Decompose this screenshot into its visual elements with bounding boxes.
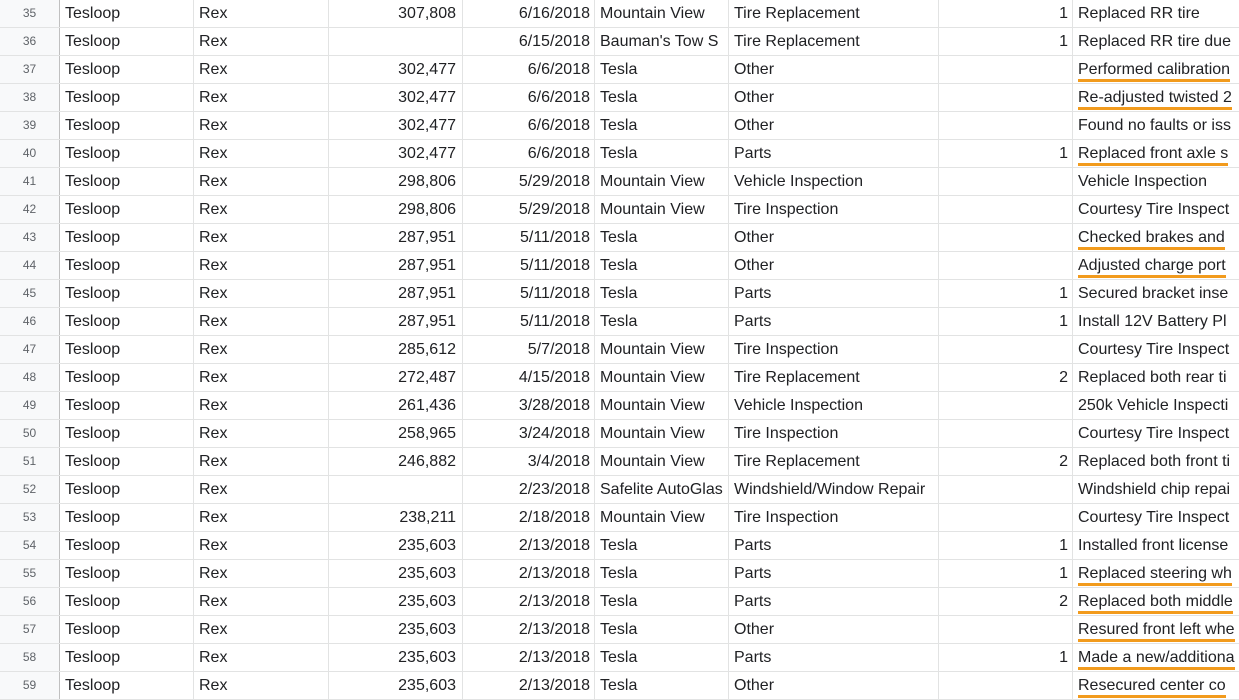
cell-description[interactable]: Found no faults or iss: [1078, 117, 1231, 134]
cell-description[interactable]: Courtesy Tire Inspect: [1078, 341, 1230, 358]
cell-quantity[interactable]: 2: [939, 448, 1073, 475]
cell-vehicle[interactable]: Rex: [194, 448, 329, 475]
row-number-header: 51: [0, 448, 60, 475]
cell-category[interactable]: Vehicle Inspection: [729, 392, 939, 419]
cell-vehicle[interactable]: Rex: [194, 644, 329, 671]
cell-category[interactable]: Other: [729, 56, 939, 83]
table-row: [0, 588, 1239, 616]
cell-quantity[interactable]: [939, 616, 1073, 643]
cell-company[interactable]: Tesloop: [60, 448, 194, 475]
cell-quantity[interactable]: 1: [939, 140, 1073, 167]
cell-description[interactable]: 250k Vehicle Inspecti: [1078, 397, 1229, 414]
cell-location[interactable]: Mountain View: [595, 336, 729, 363]
cell-vehicle[interactable]: Rex: [194, 168, 329, 195]
cell-location[interactable]: Mountain View: [595, 420, 729, 447]
row-number-header: 38: [0, 84, 60, 111]
cell-odometer[interactable]: 235,603: [329, 616, 463, 643]
cell-quantity[interactable]: [939, 56, 1073, 83]
cell-category[interactable]: Other: [729, 112, 939, 139]
cell-vehicle[interactable]: Rex: [194, 420, 329, 447]
cell-vehicle[interactable]: Rex: [194, 112, 329, 139]
cell-company[interactable]: Tesloop: [60, 224, 194, 251]
cell-description[interactable]: Replaced both middle: [1073, 588, 1239, 615]
cell-category[interactable]: Tire Inspection: [729, 504, 939, 531]
cell-vehicle[interactable]: Rex: [194, 392, 329, 419]
cell-category[interactable]: Tire Replacement: [729, 0, 939, 27]
cell-category[interactable]: Vehicle Inspection: [729, 168, 939, 195]
cell-company[interactable]: Tesloop: [60, 588, 194, 615]
cell-description[interactable]: Courtesy Tire Inspect: [1078, 201, 1230, 218]
cell-location[interactable]: Mountain View: [595, 448, 729, 475]
cell-vehicle[interactable]: Rex: [194, 196, 329, 223]
cell-odometer[interactable]: 235,603: [329, 644, 463, 671]
cell-category[interactable]: Tire Inspection: [729, 336, 939, 363]
table-row: [0, 56, 1239, 84]
cell-company[interactable]: Tesloop: [60, 476, 194, 503]
cell-date[interactable]: 4/15/2018: [463, 364, 595, 391]
row-number-header: 44: [0, 252, 60, 279]
cell-category[interactable]: Tire Replacement: [729, 364, 939, 391]
cell-odometer[interactable]: [329, 476, 463, 503]
cell-odometer[interactable]: 302,477: [329, 56, 463, 83]
cell-location[interactable]: Mountain View: [595, 364, 729, 391]
cell-company[interactable]: Tesloop: [60, 280, 194, 307]
cell-description[interactable]: Performed calibration: [1073, 56, 1239, 83]
cell-date[interactable]: 6/6/2018: [463, 140, 595, 167]
cell-category[interactable]: Tire Inspection: [729, 196, 939, 223]
cell-vehicle[interactable]: Rex: [194, 504, 329, 531]
cell-odometer[interactable]: 272,487: [329, 364, 463, 391]
cell-description[interactable]: Resecured center co: [1073, 672, 1239, 699]
row-number-header: 39: [0, 112, 60, 139]
cell-category[interactable]: Other: [729, 224, 939, 251]
table-row: [0, 448, 1239, 476]
cell-location[interactable]: Tesla: [595, 56, 729, 83]
cell-company[interactable]: Tesloop: [60, 308, 194, 335]
cell-description[interactable]: Replaced RR tire due: [1078, 33, 1231, 50]
cell-quantity[interactable]: 1: [939, 532, 1073, 559]
cell-odometer[interactable]: 302,477: [329, 112, 463, 139]
cell-company[interactable]: Tesloop: [60, 532, 194, 559]
cell-location[interactable]: Mountain View: [595, 168, 729, 195]
cell-date[interactable]: 6/16/2018: [463, 0, 595, 27]
cell-category[interactable]: Parts: [729, 644, 939, 671]
cell-quantity[interactable]: [939, 224, 1073, 251]
cell-date[interactable]: 5/11/2018: [463, 224, 595, 251]
cell-location[interactable]: Mountain View: [595, 504, 729, 531]
cell-category[interactable]: Parts: [729, 308, 939, 335]
table-row: [0, 644, 1239, 672]
cell-odometer[interactable]: 287,951: [329, 224, 463, 251]
row-number-header: 49: [0, 392, 60, 419]
cell-odometer[interactable]: 287,951: [329, 252, 463, 279]
cell-quantity[interactable]: 2: [939, 588, 1073, 615]
table-row: [0, 224, 1239, 252]
cell-vehicle[interactable]: Rex: [194, 364, 329, 391]
cell-odometer[interactable]: 287,951: [329, 308, 463, 335]
cell-vehicle[interactable]: Rex: [194, 280, 329, 307]
table-row: [0, 672, 1239, 700]
cell-company[interactable]: Tesloop: [60, 644, 194, 671]
table-row: [0, 504, 1239, 532]
cell-company[interactable]: Tesloop: [60, 560, 194, 587]
cell-quantity[interactable]: 1: [939, 560, 1073, 587]
cell-location[interactable]: Tesla: [595, 588, 729, 615]
cell-odometer[interactable]: 302,477: [329, 140, 463, 167]
table-row: [0, 392, 1239, 420]
cell-date[interactable]: 2/18/2018: [463, 504, 595, 531]
cell-company[interactable]: Tesloop: [60, 252, 194, 279]
cell-quantity[interactable]: [939, 672, 1073, 699]
table-row: [0, 0, 1239, 28]
row-number-header: 50: [0, 420, 60, 447]
cell-vehicle[interactable]: Rex: [194, 0, 329, 27]
cell-category[interactable]: Parts: [729, 532, 939, 559]
cell-odometer[interactable]: 238,211: [329, 504, 463, 531]
cell-category[interactable]: Parts: [729, 140, 939, 167]
row-number-header: 40: [0, 140, 60, 167]
cell-vehicle[interactable]: Rex: [194, 56, 329, 83]
cell-date[interactable]: 5/11/2018: [463, 252, 595, 279]
cell-description[interactable]: Courtesy Tire Inspect: [1078, 425, 1230, 442]
cell-vehicle[interactable]: Rex: [194, 252, 329, 279]
cell-quantity[interactable]: [939, 196, 1073, 223]
cell-odometer[interactable]: 307,808: [329, 0, 463, 27]
cell-date[interactable]: 2/13/2018: [463, 588, 595, 615]
table-row: [0, 252, 1239, 280]
cell-location[interactable]: Tesla: [595, 280, 729, 307]
cell-location[interactable]: Mountain View: [595, 392, 729, 419]
cell-location[interactable]: Mountain View: [595, 0, 729, 27]
cell-odometer[interactable]: 246,882: [329, 448, 463, 475]
cell-location[interactable]: Tesla: [595, 672, 729, 699]
cell-quantity[interactable]: [939, 336, 1073, 363]
cell-description[interactable]: Replaced front axle s: [1073, 140, 1239, 167]
cell-description[interactable]: Courtesy Tire Inspect: [1078, 509, 1230, 526]
cell-vehicle[interactable]: Rex: [194, 84, 329, 111]
table-row: [0, 28, 1239, 56]
cell-vehicle[interactable]: Rex: [194, 532, 329, 559]
row-number-header: 55: [0, 560, 60, 587]
cell-vehicle[interactable]: Rex: [194, 588, 329, 615]
cell-description[interactable]: Resured front left whe: [1073, 616, 1239, 643]
cell-date[interactable]: 2/13/2018: [463, 644, 595, 671]
cell-quantity[interactable]: 1: [939, 308, 1073, 335]
cell-date[interactable]: 5/29/2018: [463, 168, 595, 195]
cell-quantity[interactable]: [939, 112, 1073, 139]
table-row: [0, 168, 1239, 196]
cell-date[interactable]: 5/11/2018: [463, 280, 595, 307]
cell-location[interactable]: Tesla: [595, 616, 729, 643]
cell-vehicle[interactable]: Rex: [194, 476, 329, 503]
cell-date[interactable]: 5/29/2018: [463, 196, 595, 223]
row-number-header: 59: [0, 672, 60, 699]
cell-odometer[interactable]: 261,436: [329, 392, 463, 419]
cell-location[interactable]: Tesla: [595, 224, 729, 251]
table-row: [0, 196, 1239, 224]
table-row: [0, 420, 1239, 448]
cell-date[interactable]: 5/7/2018: [463, 336, 595, 363]
cell-location[interactable]: Bauman's Tow S: [595, 28, 729, 55]
table-row: [0, 336, 1239, 364]
table-row: [0, 364, 1239, 392]
cell-vehicle[interactable]: Rex: [194, 308, 329, 335]
cell-category[interactable]: Tire Replacement: [729, 448, 939, 475]
cell-date[interactable]: 2/23/2018: [463, 476, 595, 503]
cell-odometer[interactable]: 298,806: [329, 168, 463, 195]
cell-date[interactable]: 2/13/2018: [463, 560, 595, 587]
cell-category[interactable]: Other: [729, 84, 939, 111]
row-number-header: 35: [0, 0, 60, 27]
cell-company[interactable]: Tesloop: [60, 336, 194, 363]
cell-category[interactable]: Other: [729, 616, 939, 643]
cell-description[interactable]: Re-adjusted twisted 2: [1073, 84, 1239, 111]
cell-company[interactable]: Tesloop: [60, 616, 194, 643]
cell-description[interactable]: Made a new/additiona: [1073, 644, 1239, 671]
cell-location[interactable]: Tesla: [595, 112, 729, 139]
cell-quantity[interactable]: 1: [939, 280, 1073, 307]
cell-company[interactable]: Tesloop: [60, 504, 194, 531]
cell-quantity[interactable]: [939, 168, 1073, 195]
cell-description[interactable]: Replaced both front ti: [1078, 453, 1231, 470]
cell-quantity[interactable]: [939, 84, 1073, 111]
cell-quantity[interactable]: [939, 504, 1073, 531]
row-number-header: 37: [0, 56, 60, 83]
cell-odometer[interactable]: 258,965: [329, 420, 463, 447]
cell-category[interactable]: Parts: [729, 560, 939, 587]
cell-description[interactable]: Replaced both rear ti: [1078, 369, 1227, 386]
cell-description[interactable]: Adjusted charge port: [1073, 252, 1239, 279]
cell-date[interactable]: 6/6/2018: [463, 84, 595, 111]
row-number-header: 58: [0, 644, 60, 671]
cell-date[interactable]: 3/24/2018: [463, 420, 595, 447]
cell-category[interactable]: Windshield/Window Repair: [729, 476, 939, 503]
cell-description[interactable]: Replaced steering wh: [1073, 560, 1239, 587]
cell-quantity[interactable]: [939, 392, 1073, 419]
cell-category[interactable]: Other: [729, 252, 939, 279]
cell-company[interactable]: Tesloop: [60, 364, 194, 391]
cell-odometer[interactable]: 287,951: [329, 280, 463, 307]
cell-quantity[interactable]: 1: [939, 644, 1073, 671]
cell-location[interactable]: Tesla: [595, 140, 729, 167]
cell-location[interactable]: Mountain View: [595, 196, 729, 223]
cell-location[interactable]: Tesla: [595, 308, 729, 335]
cell-date[interactable]: 6/6/2018: [463, 112, 595, 139]
cell-category[interactable]: Tire Inspection: [729, 420, 939, 447]
cell-company[interactable]: Tesloop: [60, 140, 194, 167]
cell-location[interactable]: Tesla: [595, 560, 729, 587]
cell-date[interactable]: 6/6/2018: [463, 56, 595, 83]
cell-odometer[interactable]: 302,477: [329, 84, 463, 111]
cell-date[interactable]: 2/13/2018: [463, 616, 595, 643]
table-row: [0, 532, 1239, 560]
row-number-header: 48: [0, 364, 60, 391]
cell-odometer[interactable]: 235,603: [329, 588, 463, 615]
table-row: [0, 476, 1239, 504]
cell-category[interactable]: Parts: [729, 588, 939, 615]
cell-category[interactable]: Parts: [729, 280, 939, 307]
cell-description[interactable]: Checked brakes and: [1073, 224, 1239, 251]
row-number-header: 45: [0, 280, 60, 307]
cell-company[interactable]: Tesloop: [60, 672, 194, 699]
cell-company[interactable]: Tesloop: [60, 420, 194, 447]
cell-odometer[interactable]: 235,603: [329, 532, 463, 559]
cell-company[interactable]: Tesloop: [60, 84, 194, 111]
cell-category[interactable]: Other: [729, 672, 939, 699]
cell-location[interactable]: Tesla: [595, 84, 729, 111]
cell-vehicle[interactable]: Rex: [194, 224, 329, 251]
row-number-header: 57: [0, 616, 60, 643]
cell-category[interactable]: Tire Replacement: [729, 28, 939, 55]
cell-date[interactable]: 3/4/2018: [463, 448, 595, 475]
table-row: [0, 308, 1239, 336]
cell-description[interactable]: Install 12V Battery Pl: [1078, 313, 1227, 330]
cell-quantity[interactable]: [939, 420, 1073, 447]
table-row: [0, 280, 1239, 308]
cell-vehicle[interactable]: Rex: [194, 672, 329, 699]
cell-quantity[interactable]: 1: [939, 0, 1073, 27]
cell-odometer[interactable]: 235,603: [329, 560, 463, 587]
cell-description[interactable]: Vehicle Inspection: [1078, 173, 1207, 190]
cell-vehicle[interactable]: Rex: [194, 140, 329, 167]
table-row: [0, 616, 1239, 644]
cell-location[interactable]: Tesla: [595, 532, 729, 559]
cell-odometer[interactable]: 285,612: [329, 336, 463, 363]
cell-company[interactable]: Tesloop: [60, 56, 194, 83]
cell-company[interactable]: Tesloop: [60, 196, 194, 223]
row-number-header: 52: [0, 476, 60, 503]
cell-date[interactable]: 6/15/2018: [463, 28, 595, 55]
cell-quantity[interactable]: [939, 252, 1073, 279]
table-row: [0, 560, 1239, 588]
cell-odometer[interactable]: 235,603: [329, 672, 463, 699]
cell-vehicle[interactable]: Rex: [194, 560, 329, 587]
row-number-header: 42: [0, 196, 60, 223]
cell-odometer[interactable]: [329, 28, 463, 55]
cell-date[interactable]: 2/13/2018: [463, 672, 595, 699]
row-number-header: 41: [0, 168, 60, 195]
row-number-header: 53: [0, 504, 60, 531]
cell-odometer[interactable]: 298,806: [329, 196, 463, 223]
cell-quantity[interactable]: [939, 476, 1073, 503]
table-row: [0, 112, 1239, 140]
table-row: [0, 84, 1239, 112]
row-number-header: 47: [0, 336, 60, 363]
row-number-header: 36: [0, 28, 60, 55]
cell-date[interactable]: 3/28/2018: [463, 392, 595, 419]
cell-company[interactable]: Tesloop: [60, 392, 194, 419]
cell-location[interactable]: Safelite AutoGlas: [595, 476, 729, 503]
table-row: [0, 140, 1239, 168]
cell-vehicle[interactable]: Rex: [194, 616, 329, 643]
cell-location[interactable]: Tesla: [595, 644, 729, 671]
cell-date[interactable]: 5/11/2018: [463, 308, 595, 335]
cell-date[interactable]: 2/13/2018: [463, 532, 595, 559]
row-number-header: 56: [0, 588, 60, 615]
cell-company[interactable]: Tesloop: [60, 0, 194, 27]
cell-company[interactable]: Tesloop: [60, 28, 194, 55]
cell-vehicle[interactable]: Rex: [194, 28, 329, 55]
cell-quantity[interactable]: 1: [939, 28, 1073, 55]
cell-description[interactable]: Installed front license: [1078, 537, 1229, 554]
row-number-header: 43: [0, 224, 60, 251]
cell-description[interactable]: Secured bracket inse: [1078, 285, 1229, 302]
cell-quantity[interactable]: 2: [939, 364, 1073, 391]
cell-description[interactable]: Replaced RR tire: [1078, 5, 1200, 22]
row-number-header: 54: [0, 532, 60, 559]
cell-company[interactable]: Tesloop: [60, 168, 194, 195]
cell-company[interactable]: Tesloop: [60, 112, 194, 139]
cell-description[interactable]: Windshield chip repai: [1078, 481, 1231, 498]
cell-vehicle[interactable]: Rex: [194, 336, 329, 363]
cell-location[interactable]: Tesla: [595, 252, 729, 279]
row-number-header: 46: [0, 308, 60, 335]
